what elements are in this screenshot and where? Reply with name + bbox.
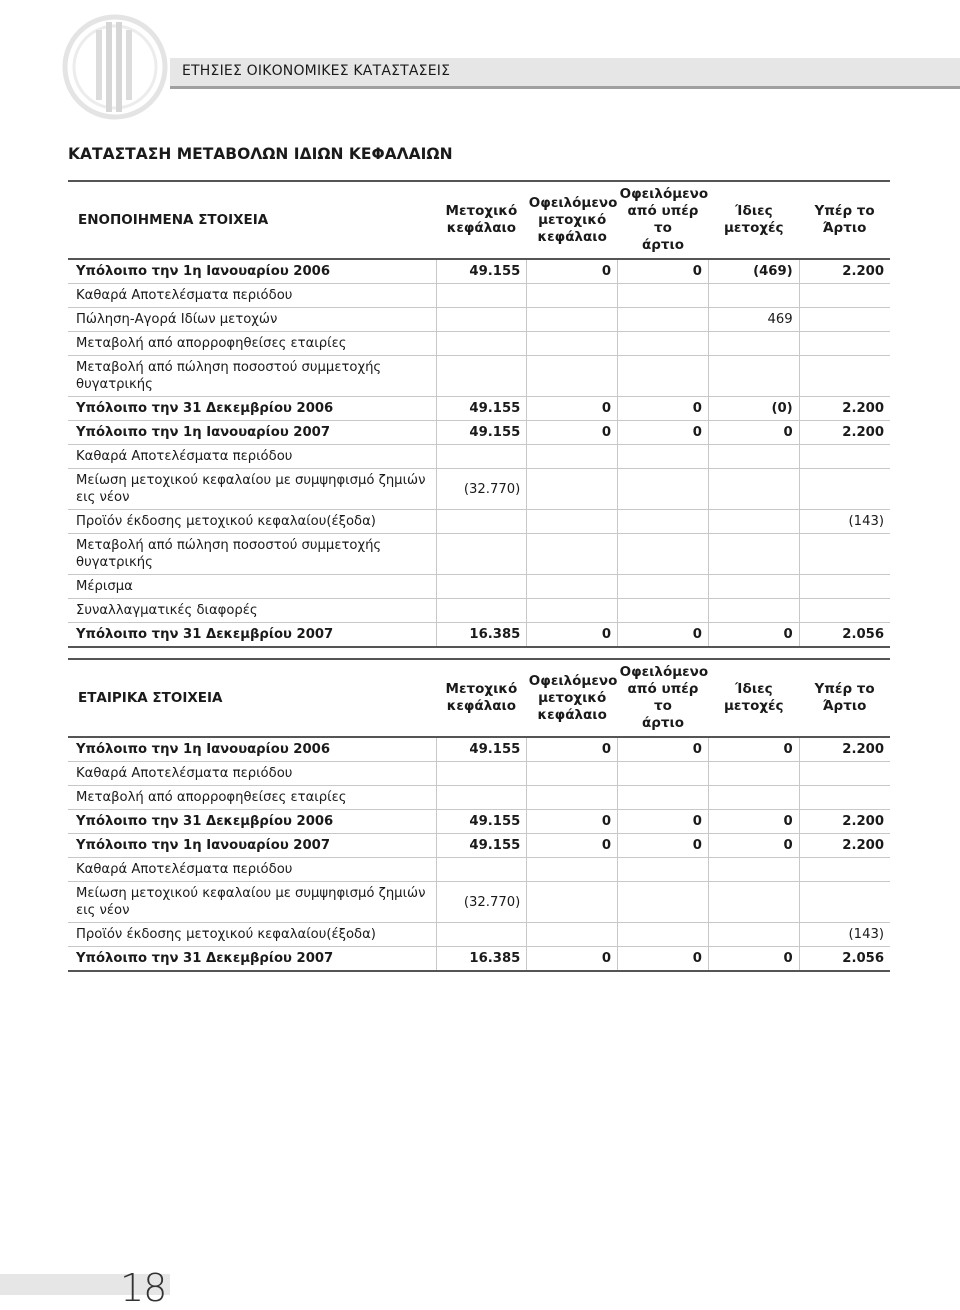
value-cell	[618, 858, 709, 882]
value-cell: 0	[527, 421, 618, 445]
value-cell: (143)	[799, 510, 890, 534]
row-label: Υπόλοιπο την 31 Δεκεμβρίου 2006	[68, 810, 436, 834]
value-cell	[527, 469, 618, 510]
value-cell: 49.155	[436, 810, 527, 834]
table-row	[68, 762, 890, 786]
consolidated-equity-table	[68, 180, 890, 648]
table-row	[68, 882, 890, 923]
value-cell: 0	[618, 397, 709, 421]
value-cell	[708, 356, 799, 397]
row-label: Υπόλοιπο την 1η Ιανουαρίου 2006	[68, 737, 436, 762]
table-row	[68, 786, 890, 810]
column-header-line: Οφειλόμενο	[619, 664, 709, 680]
value-cell	[708, 786, 799, 810]
value-cell	[527, 534, 618, 575]
value-cell: 49.155	[436, 421, 527, 445]
value-cell	[618, 575, 709, 599]
row-label: Μεταβολή από πώληση ποσοστού συμμετοχής θυγατρικής	[68, 356, 436, 397]
value-cell	[436, 923, 527, 947]
value-cell	[527, 445, 618, 469]
value-cell	[618, 786, 709, 810]
value-cell: 16.385	[436, 623, 527, 648]
column-header-line: Ίδιες	[734, 681, 773, 697]
value-cell: 0	[527, 737, 618, 762]
value-cell	[618, 534, 709, 575]
value-cell	[799, 786, 890, 810]
table-heading: ΕΤΑΙΡΙΚΑ ΣΤΟΙΧΕΙΑ	[68, 659, 436, 737]
row-label: Υπόλοιπο την 31 Δεκεμβρίου 2007	[68, 947, 436, 972]
value-cell: 0	[527, 947, 618, 972]
value-cell	[436, 332, 527, 356]
value-cell: 0	[527, 810, 618, 834]
value-cell: 0	[618, 810, 709, 834]
column-header	[436, 181, 527, 259]
column-header-line: άρτιο	[641, 237, 685, 253]
value-cell: 469	[708, 308, 799, 332]
value-cell: 0	[618, 421, 709, 445]
value-cell	[708, 882, 799, 923]
document-title: ΚΑΤΑΣΤΑΣΗ ΜΕΤΑΒΟΛΩΝ ΙΔΙΩΝ ΚΕΦΑΛΑΙΩΝ	[68, 145, 453, 163]
value-cell: 0	[527, 259, 618, 284]
value-cell: 2.200	[799, 810, 890, 834]
value-cell: 2.056	[799, 623, 890, 648]
column-header	[618, 181, 709, 259]
value-cell: (469)	[708, 259, 799, 284]
column-header	[436, 659, 527, 737]
table-row	[68, 947, 890, 972]
value-cell: 0	[708, 737, 799, 762]
row-label: Συναλλαγματικές διαφορές	[68, 599, 436, 623]
column-header-line: από υπέρ το	[627, 681, 699, 714]
value-cell	[527, 858, 618, 882]
column-header-line: μετοχικό	[538, 211, 607, 228]
column-header	[799, 181, 890, 259]
value-cell	[618, 469, 709, 510]
value-cell: 0	[708, 810, 799, 834]
column-header-line: κεφάλαιο	[446, 698, 517, 714]
row-label: Μείωση μετοχικού κεφαλαίου με συμψηφισμό ζημιών εις νέον	[68, 882, 436, 923]
table-row	[68, 356, 890, 397]
table-row	[68, 923, 890, 947]
value-cell: 2.200	[799, 834, 890, 858]
table-row	[68, 737, 890, 762]
value-cell	[799, 858, 890, 882]
table-row	[68, 421, 890, 445]
column-header-line: από υπέρ το	[627, 203, 699, 236]
column-header-line: Οφειλόμενο	[528, 194, 618, 211]
value-cell	[799, 882, 890, 923]
value-cell	[799, 469, 890, 510]
value-cell: 0	[527, 397, 618, 421]
table-row	[68, 599, 890, 623]
value-cell	[527, 762, 618, 786]
value-cell	[799, 308, 890, 332]
value-cell	[436, 599, 527, 623]
value-cell	[799, 534, 890, 575]
value-cell: 2.200	[799, 259, 890, 284]
table-row	[68, 858, 890, 882]
row-label: Μεταβολή από απορροφηθείσες εταιρίες	[68, 786, 436, 810]
column-header-line: άρτιο	[641, 715, 685, 731]
value-cell	[618, 308, 709, 332]
value-cell	[436, 308, 527, 332]
value-cell	[799, 356, 890, 397]
value-cell	[708, 534, 799, 575]
header-title: ΕΤΗΣΙΕΣ ΟΙΚΟΝΟΜΙΚΕΣ ΚΑΤΑΣΤΑΣΕΙΣ	[182, 63, 451, 79]
row-label: Μεταβολή από απορροφηθείσες εταιρίες	[68, 332, 436, 356]
value-cell: 0	[618, 737, 709, 762]
value-cell	[436, 762, 527, 786]
value-cell	[527, 332, 618, 356]
value-cell: 2.200	[799, 421, 890, 445]
value-cell	[436, 858, 527, 882]
value-cell: 0	[708, 947, 799, 972]
value-cell	[799, 445, 890, 469]
row-label: Προϊόν έκδοσης μετοχικού κεφαλαίου(έξοδα)	[68, 510, 436, 534]
row-label: Καθαρά Αποτελέσματα περιόδου	[68, 284, 436, 308]
value-cell	[618, 356, 709, 397]
row-label: Καθαρά Αποτελέσματα περιόδου	[68, 445, 436, 469]
table-row	[68, 810, 890, 834]
value-cell	[618, 762, 709, 786]
column-header-line: Ίδιες	[734, 203, 773, 219]
value-cell: 2.200	[799, 397, 890, 421]
row-label: Καθαρά Αποτελέσματα περιόδου	[68, 858, 436, 882]
value-cell: 0	[527, 623, 618, 648]
column-header-line: κεφάλαιο	[537, 706, 607, 723]
value-cell: 0	[708, 834, 799, 858]
value-cell: 2.200	[799, 737, 890, 762]
row-label: Καθαρά Αποτελέσματα περιόδου	[68, 762, 436, 786]
value-cell: 16.385	[436, 947, 527, 972]
column-header	[708, 181, 799, 259]
table-row	[68, 834, 890, 858]
value-cell: (32.770)	[436, 469, 527, 510]
table-heading: ΕΝΟΠΟΙΗΜΕΝΑ ΣΤΟΙΧΕΙΑ	[68, 181, 436, 259]
value-cell	[618, 923, 709, 947]
column-header-line: Υπέρ το	[814, 681, 875, 697]
value-cell: 0	[708, 421, 799, 445]
value-cell: 49.155	[436, 737, 527, 762]
row-label: Υπόλοιπο την 1η Ιανουαρίου 2007	[68, 834, 436, 858]
table-row	[68, 510, 890, 534]
column-header	[799, 659, 890, 737]
value-cell: (32.770)	[436, 882, 527, 923]
row-label: Υπόλοιπο την 1η Ιανουαρίου 2007	[68, 421, 436, 445]
value-cell: 0	[618, 259, 709, 284]
value-cell	[527, 510, 618, 534]
value-cell: 49.155	[436, 834, 527, 858]
value-cell	[436, 356, 527, 397]
column-header-line: Οφειλόμενο	[619, 186, 709, 202]
table-row	[68, 623, 890, 648]
column-header-line: μετοχικό	[538, 689, 607, 706]
row-label: Προϊόν έκδοσης μετοχικού κεφαλαίου(έξοδα)	[68, 923, 436, 947]
column-header	[618, 659, 709, 737]
row-label: Υπόλοιπο την 1η Ιανουαρίου 2006	[68, 259, 436, 284]
value-cell	[708, 762, 799, 786]
value-cell: 49.155	[436, 259, 527, 284]
value-cell	[527, 575, 618, 599]
table-row	[68, 445, 890, 469]
value-cell	[527, 923, 618, 947]
value-cell	[799, 575, 890, 599]
value-cell	[436, 534, 527, 575]
value-cell	[527, 786, 618, 810]
column-header-line: Υπέρ το	[814, 203, 875, 219]
column-header-line: Άρτιο	[822, 698, 867, 714]
value-cell	[618, 332, 709, 356]
value-cell: (143)	[799, 923, 890, 947]
value-cell	[527, 356, 618, 397]
value-cell	[708, 284, 799, 308]
value-cell	[708, 923, 799, 947]
value-cell	[527, 284, 618, 308]
value-cell	[527, 882, 618, 923]
value-cell	[708, 332, 799, 356]
value-cell	[618, 445, 709, 469]
value-cell	[436, 445, 527, 469]
value-cell: (0)	[708, 397, 799, 421]
value-cell: 0	[527, 834, 618, 858]
column-header-line: Μετοχικό	[445, 681, 518, 697]
value-cell	[799, 762, 890, 786]
row-label: Μείωση μετοχικού κεφαλαίου με συμψηφισμό ζημιών εις νέον	[68, 469, 436, 510]
row-label: Υπόλοιπο την 31 Δεκεμβρίου 2006	[68, 397, 436, 421]
value-cell: 0	[708, 623, 799, 648]
table-row	[68, 284, 890, 308]
value-cell: 0	[618, 623, 709, 648]
table-row	[68, 259, 890, 284]
table-row	[68, 332, 890, 356]
value-cell	[708, 858, 799, 882]
value-cell: 0	[618, 834, 709, 858]
header-band	[170, 58, 960, 89]
value-cell	[708, 469, 799, 510]
column-header-line: Οφειλόμενο	[528, 672, 618, 689]
value-cell	[799, 332, 890, 356]
column-header-line: μετοχές	[724, 220, 784, 236]
value-cell: 49.155	[436, 397, 527, 421]
page-number: 18	[120, 1266, 167, 1310]
value-cell	[436, 284, 527, 308]
row-label: Υπόλοιπο την 31 Δεκεμβρίου 2007	[68, 623, 436, 648]
value-cell	[436, 510, 527, 534]
value-cell	[799, 284, 890, 308]
column-header-line: Άρτιο	[822, 220, 867, 236]
column-header-line: Μετοχικό	[445, 203, 518, 219]
column-header	[708, 659, 799, 737]
column-header-line: μετοχές	[724, 698, 784, 714]
value-cell	[527, 308, 618, 332]
value-cell	[618, 510, 709, 534]
value-cell	[708, 445, 799, 469]
row-label: Μεταβολή από πώληση ποσοστού συμμετοχής θυγατρικής	[68, 534, 436, 575]
table-row	[68, 397, 890, 421]
table-row	[68, 534, 890, 575]
value-cell	[618, 284, 709, 308]
value-cell	[708, 599, 799, 623]
row-label: Μέρισμα	[68, 575, 436, 599]
table-row	[68, 575, 890, 599]
company-logo	[60, 14, 170, 120]
company-equity-table	[68, 658, 890, 972]
column-header-line: κεφάλαιο	[537, 228, 607, 245]
column-header	[527, 659, 618, 737]
value-cell	[708, 575, 799, 599]
value-cell	[527, 599, 618, 623]
value-cell: 2.056	[799, 947, 890, 972]
column-header	[527, 181, 618, 259]
value-cell	[618, 882, 709, 923]
column-header-line: κεφάλαιο	[446, 220, 517, 236]
value-cell	[708, 510, 799, 534]
value-cell	[436, 786, 527, 810]
table-row	[68, 469, 890, 510]
value-cell	[618, 599, 709, 623]
row-label: Πώληση-Αγορά Ιδίων μετοχών	[68, 308, 436, 332]
value-cell	[799, 599, 890, 623]
table-row	[68, 308, 890, 332]
value-cell: 0	[618, 947, 709, 972]
value-cell	[436, 575, 527, 599]
